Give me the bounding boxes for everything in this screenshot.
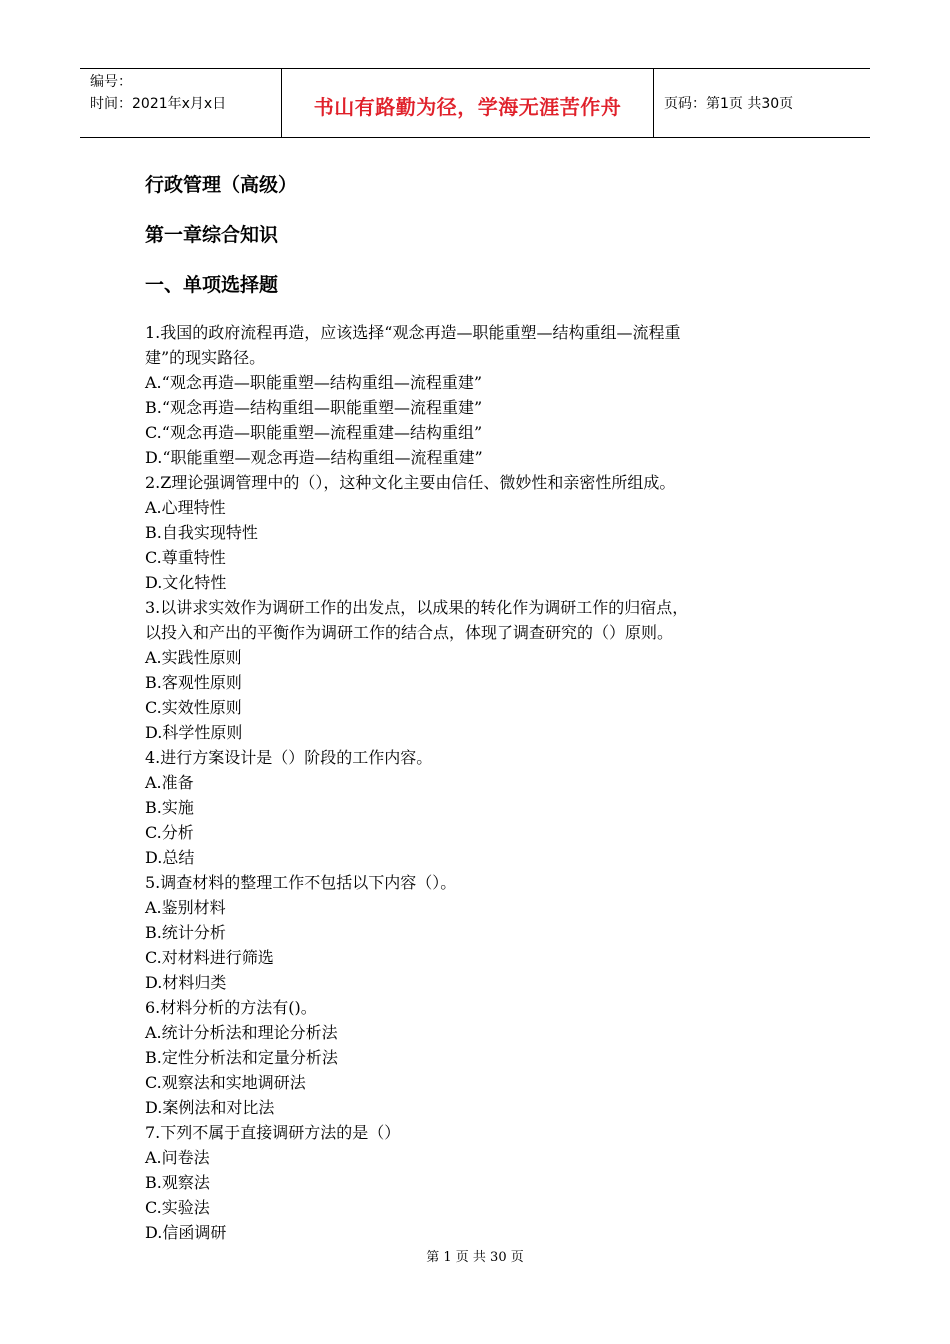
question-text: 5.调查材料的整理工作不包括以下内容（）。 (145, 873, 457, 892)
question-text: 6.材料分析的方法有()。 (145, 998, 317, 1017)
header-page-info: 页码：第1页 共30页 (664, 96, 794, 112)
option-b: B.观察法 (145, 1173, 210, 1192)
option-d: D.“职能重塑—观念再造—结构重组—流程重建” (145, 448, 483, 467)
question-text: 1.我国的政府流程再造，应该选择“观念再造—职能重塑—结构重组—流程重 (145, 323, 681, 342)
option-b: B.“观念再造—结构重组—职能重塑—流程重建” (145, 398, 483, 417)
question-2 (145, 470, 835, 595)
option-b: B.统计分析 (145, 923, 226, 942)
option-b: B.自我实现特性 (145, 523, 258, 542)
option-c: C.实效性原则 (145, 698, 242, 717)
option-d: D.科学性原则 (145, 723, 243, 742)
question-4 (145, 745, 835, 870)
option-a: A.实践性原则 (145, 648, 242, 667)
chapter-heading: 第一章综合知识 (145, 224, 279, 246)
option-c: C.尊重特性 (145, 548, 226, 567)
option-a: A.“观念再造—职能重塑—结构重组—流程重建” (145, 373, 483, 392)
question-3 (145, 595, 835, 745)
option-a: A.准备 (145, 773, 194, 792)
question-5 (145, 870, 835, 995)
option-a: A.问卷法 (145, 1148, 210, 1167)
document-title: 行政管理（高级） (145, 174, 298, 196)
question-1 (145, 320, 835, 470)
option-b: B.客观性原则 (145, 673, 242, 692)
option-d: D.总结 (145, 848, 195, 867)
question-text: 7.下列不属于直接调研方法的是（） (145, 1123, 401, 1142)
option-a: A.鉴别材料 (145, 898, 226, 917)
option-c: C.实验法 (145, 1198, 210, 1217)
question-text: 3.以讲求实效作为调研工作的出发点，以成果的转化作为调研工作的归宿点， (145, 598, 689, 617)
document-body (145, 170, 835, 1245)
option-a: A.统计分析法和理论分析法 (145, 1023, 338, 1042)
section-heading: 一、单项选择题 (145, 274, 279, 296)
option-d: D.案例法和对比法 (145, 1098, 275, 1117)
header-meta (80, 69, 282, 137)
page-header (80, 68, 870, 138)
question-text-continued: 建”的现实路径。 (145, 348, 266, 367)
option-c: C.对材料进行筛选 (145, 948, 274, 967)
page-footer: 第 1 页 共 30 页 (426, 1250, 524, 1265)
option-c: C.“观念再造—职能重塑—流程重建—结构重组” (145, 423, 483, 442)
option-b: B.实施 (145, 798, 194, 817)
question-text-continued: 以投入和产出的平衡作为调研工作的结合点，体现了调查研究的（）原则。 (145, 623, 674, 642)
question-text: 4.进行方案设计是（）阶段的工作内容。 (145, 748, 433, 767)
header-motto-cell (282, 69, 654, 137)
question-text: 2.Z理论强调管理中的（），这种文化主要由信任、微妙性和亲密性所组成。 (145, 473, 676, 492)
document-date: 时间：2021年x月x日 (90, 96, 227, 112)
option-d: D.材料归类 (145, 973, 227, 992)
option-a: A.心理特性 (145, 498, 226, 517)
document-number: 编号： (90, 74, 132, 90)
question-6 (145, 995, 835, 1120)
option-d: D.信函调研 (145, 1223, 227, 1242)
option-c: C.分析 (145, 823, 194, 842)
option-d: D.文化特性 (145, 573, 227, 592)
header-motto: 书山有路勤为径，学海无涯苦作舟 (313, 94, 622, 119)
option-b: B.定性分析法和定量分析法 (145, 1048, 338, 1067)
option-c: C.观察法和实地调研法 (145, 1073, 306, 1092)
question-7 (145, 1120, 835, 1245)
